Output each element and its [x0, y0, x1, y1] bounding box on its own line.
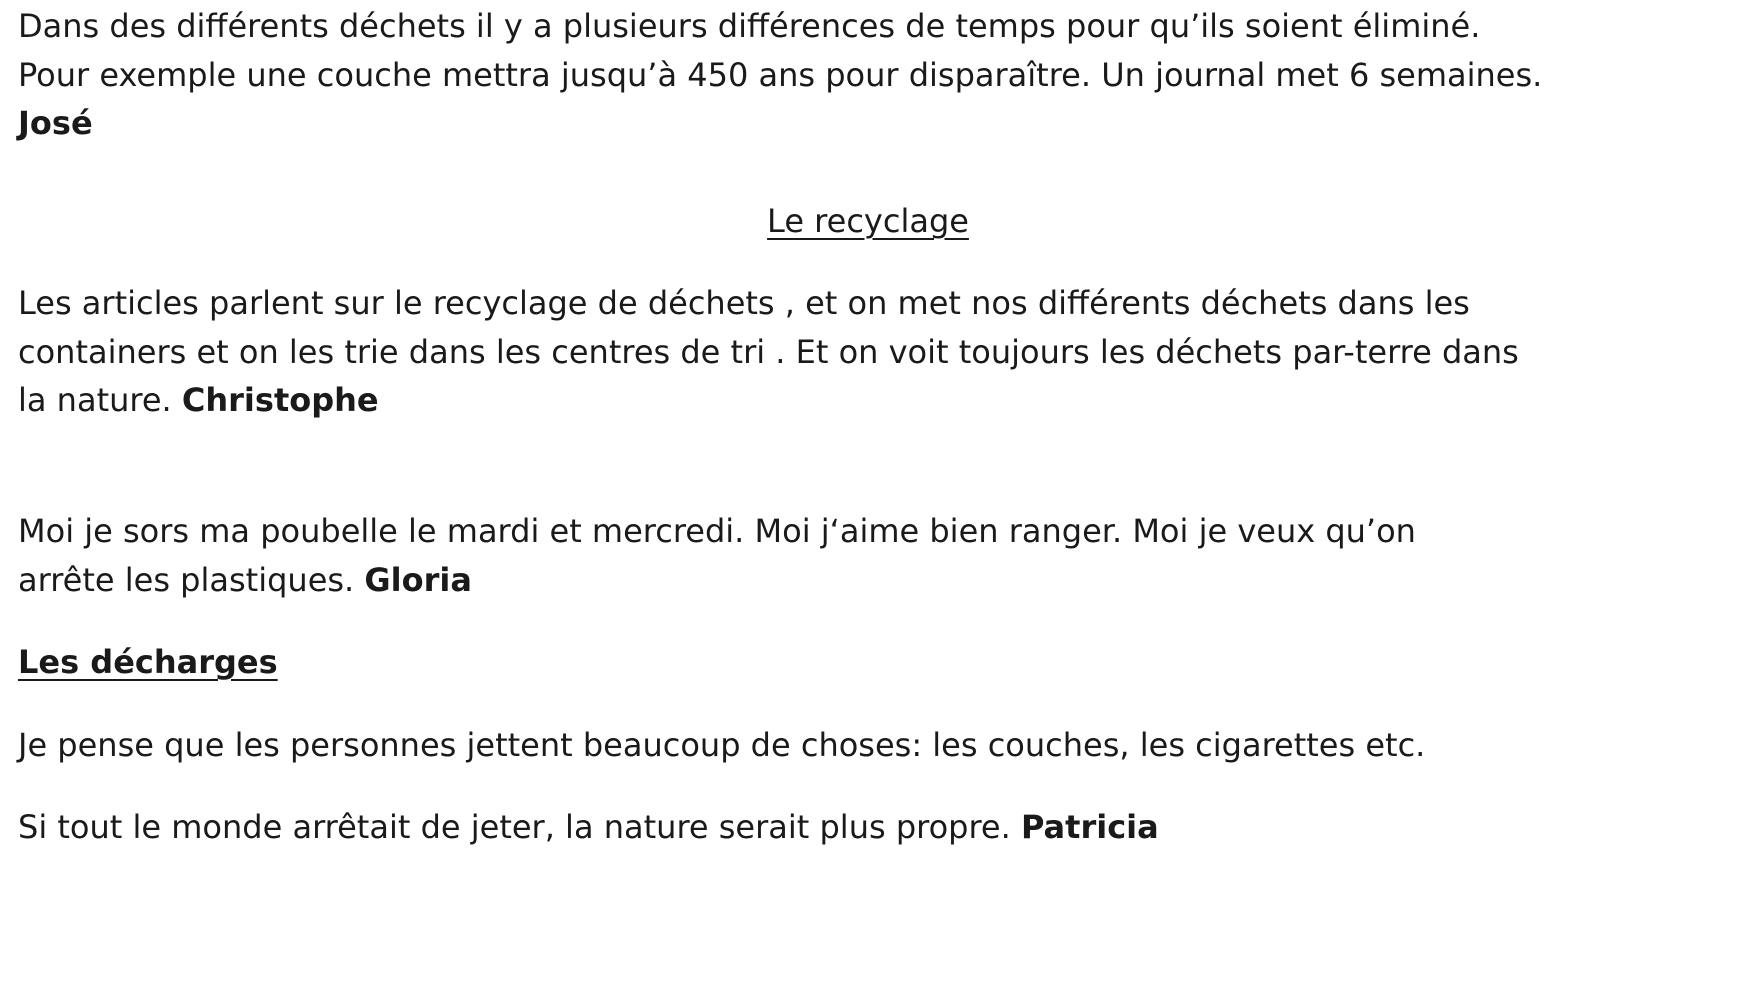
paragraph-2-line-2: containers et on les trie dans les centres de tri . Et on voit toujours les déchets par-terre dans: [18, 333, 1519, 371]
paragraph-2-line-3-text: la nature.: [18, 381, 172, 419]
paragraph-3-line-1: Moi je sors ma poubelle le mardi et mercredi. Moi j‘aime bien ranger. Moi je veux qu’on: [18, 512, 1416, 550]
heading-recyclage: [18, 202, 1718, 240]
paragraph-2-line-3: [18, 381, 379, 419]
paragraph-3-line-2: [18, 561, 472, 599]
paragraph-5-line-1-text: Si tout le monde arrêtait de jeter, la nature serait plus propre.: [18, 808, 1011, 846]
heading-decharges: Les décharges: [18, 643, 278, 681]
heading-recyclage-text: Le recyclage: [767, 202, 969, 240]
author-jose: José: [18, 104, 93, 142]
author-patricia: Patricia: [1020, 808, 1159, 846]
author-gloria: Gloria: [364, 561, 472, 599]
paragraph-2-line-1: Les articles parlent sur le recyclage de déchets , et on met nos différents déchets dans les: [18, 284, 1470, 322]
paragraph-3-line-2-text: arrête les plastiques.: [18, 561, 355, 599]
paragraph-1-line-2: Pour exemple une couche mettra jusqu’à 450 ans pour disparaître. Un journal met 6 semaines.: [18, 56, 1543, 94]
paragraph-1-line-1: Dans des différents déchets il y a plusieurs différences de temps pour qu’ils soient éliminé.: [18, 7, 1481, 45]
paragraph-4-line-1: Je pense que les personnes jettent beaucoup de choses: les couches, les cigarettes etc.: [18, 726, 1426, 764]
author-christophe: Christophe: [181, 381, 379, 419]
paragraph-5-line-1: [18, 808, 1159, 846]
